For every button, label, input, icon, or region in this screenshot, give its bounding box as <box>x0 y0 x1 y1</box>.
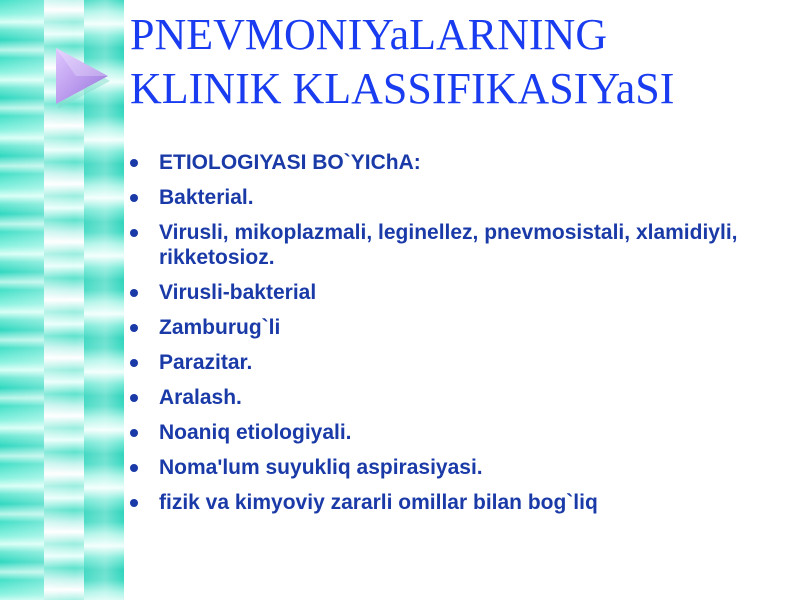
title-line-2: KLINIK KLASSIFIKASIYaSI <box>130 64 675 113</box>
bullet-item <box>130 350 780 375</box>
bullet-text: Noaniq etiologiyali. <box>159 421 352 444</box>
bullet-text: Parazitar. <box>159 351 253 374</box>
bullet-text: Noma'lum suyukliq aspirasiyasi. <box>159 456 483 479</box>
slide-title <box>130 8 790 116</box>
bullet-text: fizik va kimyoviy zararli omillar bilan bog`liq <box>159 491 598 514</box>
bullet-item <box>130 280 780 305</box>
bullet-dot-icon <box>130 359 138 367</box>
bullet-list <box>130 150 780 525</box>
bullet-item <box>130 185 780 210</box>
bullet-item <box>130 315 780 340</box>
bullet-dot-icon <box>130 324 138 332</box>
bullet-item <box>130 490 780 515</box>
bullet-dot-icon <box>130 499 138 507</box>
bullet-item <box>130 385 780 410</box>
bullet-dot-icon <box>130 394 138 402</box>
bullet-item <box>130 455 780 480</box>
bullet-dot-icon <box>130 289 138 297</box>
bullet-item <box>130 420 780 445</box>
bullet-item <box>130 150 780 175</box>
bullet-dot-icon <box>130 429 138 437</box>
bullet-text: ETIOLOGIYASI BO`YIChA: <box>159 151 421 174</box>
bullet-item <box>130 220 780 270</box>
triangle-arrow-icon <box>46 42 114 112</box>
bullet-dot-icon <box>130 229 138 237</box>
decorative-side-strip <box>0 0 124 600</box>
bullet-text: Virusli, mikoplazmali, leginellez, pnevmosistali, xlamidiyli, rikketosioz. <box>159 221 738 269</box>
title-line-1: PNEVMONIYaLARNING <box>130 10 608 59</box>
bullet-text: Virusli-bakterial <box>159 281 317 304</box>
bullet-dot-icon <box>130 464 138 472</box>
bullet-dot-icon <box>130 159 138 167</box>
bullet-text: Aralash. <box>159 386 242 409</box>
bullet-text: Zamburug`li <box>159 316 281 339</box>
bullet-dot-icon <box>130 194 138 202</box>
bullet-text: Bakterial. <box>159 186 254 209</box>
